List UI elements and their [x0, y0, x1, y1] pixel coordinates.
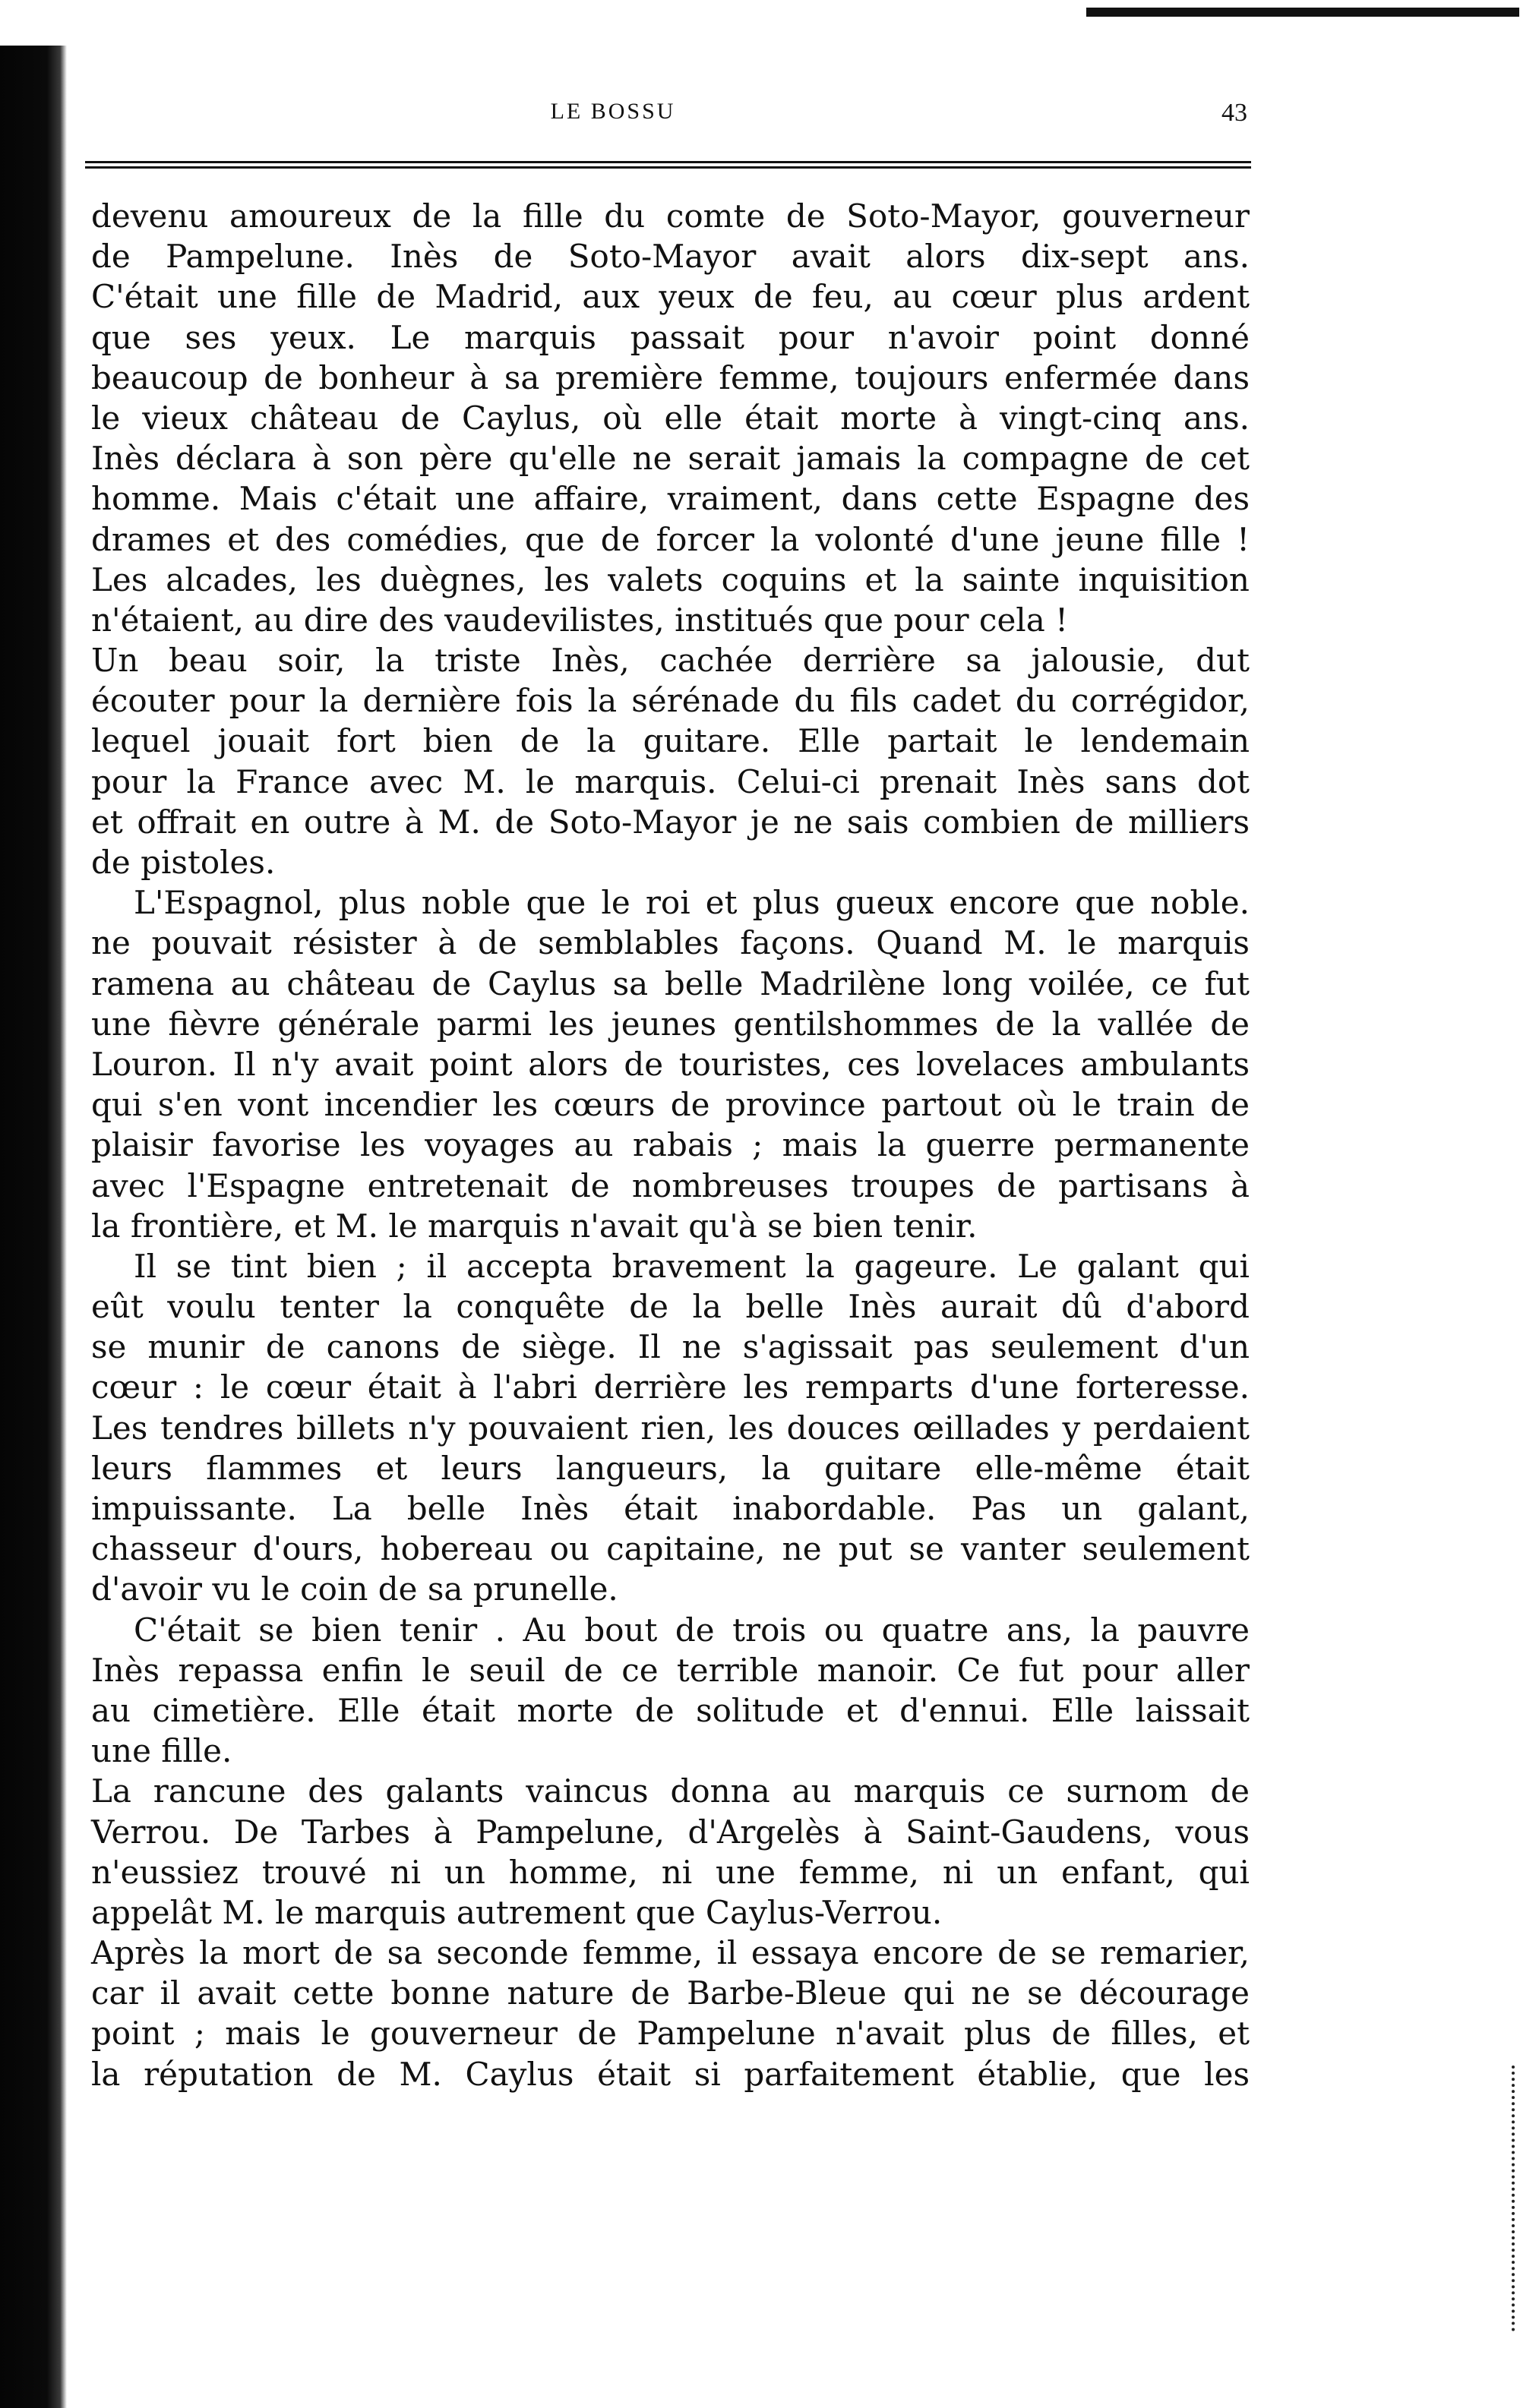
scan-left-edge	[0, 46, 67, 2408]
text-line: car il avait cette bonne nature de Barbe-Bleue qui ne se décourage	[91, 1974, 1250, 2012]
text-line: n'étaient, au dire des vaudevilistes, institués que pour cela !	[91, 601, 1069, 639]
text-line: Louron. Il n'y avait point alors de touristes, ces lovelaces ambulants	[91, 1045, 1250, 1083]
text-line: beaucoup de bonheur à sa première femme, toujours enfermée dans	[91, 358, 1250, 396]
scan-right-specks	[1512, 2066, 1525, 2331]
text-line: pour la France avec M. le marquis. Celui-ci prenait Inès sans dot	[91, 762, 1250, 800]
text-line: Inès repassa enfin le seuil de ce terrible manoir. Ce fut pour aller	[91, 1651, 1250, 1689]
text-line: de pistoles.	[91, 844, 276, 881]
text-line: une fièvre générale parmi les jeunes gentilshommes de la vallée de	[91, 1005, 1250, 1043]
text-line: L'Espagnol, plus noble que le roi et plus gueux encore que noble.	[134, 884, 1250, 922]
text-line: ne pouvait résister à de semblables façons. Quand M. le marquis	[91, 924, 1250, 962]
text-line: eût voulu tenter la conquête de la belle Inès aurait dû d'abord	[91, 1288, 1250, 1326]
text-line: et offrait en outre à M. de Soto-Mayor je ne sais combien de milliers	[91, 803, 1250, 841]
text-line: qui s'en vont incendier les cœurs de province partout où le train de	[91, 1086, 1250, 1124]
text-line: avec l'Espagne entretenait de nombreuses troupes de partisans à	[91, 1166, 1250, 1204]
text-line: n'eussiez trouvé ni un homme, ni une femme, ni un enfant, qui	[91, 1853, 1250, 1891]
text-line: Verrou. De Tarbes à Pampelune, d'Argelès à Saint-Gaudens, vous	[91, 1813, 1250, 1851]
text-line: écouter pour la dernière fois la sérénade du fils cadet du corrégidor,	[91, 682, 1250, 720]
text-line: plaisir favorise les voyages au rabais ; mais la guerre permanente	[91, 1126, 1250, 1164]
text-line: Il se tint bien ; il accepta bravement la gageure. Le galant qui	[134, 1247, 1250, 1285]
text-line: devenu amoureux de la fille du comte de Soto-Mayor, gouverneur	[91, 197, 1250, 235]
text-line: le vieux château de Caylus, où elle était morte à vingt-cinq ans.	[91, 399, 1250, 437]
text-line: impuissante. La belle Inès était inabordable. Pas un galant,	[91, 1490, 1250, 1527]
text-line: leurs flammes et leurs langueurs, la guitare elle-même était	[91, 1449, 1250, 1487]
text-line: Après la mort de sa seconde femme, il essaya encore de se remarier,	[91, 1934, 1250, 1972]
running-title: LE BOSSU	[550, 99, 676, 124]
text-line: au cimetière. Elle était morte de solitude et d'ennui. Elle laissait	[91, 1691, 1250, 1729]
text-line: drames et des comédies, que de forcer la volonté d'une jeune fille !	[91, 520, 1250, 558]
scan-top-rule	[1086, 8, 1519, 17]
text-line: C'était se bien tenir . Au bout de trois ou quatre ans, la pauvre	[134, 1611, 1250, 1649]
text-line: appelât M. le marquis autrement que Caylus-Verrou.	[91, 1893, 943, 1931]
text-line: La rancune des galants vaincus donna au marquis ce surnom de	[91, 1772, 1250, 1810]
text-line: cœur : le cœur était à l'abri derrière les remparts d'une forteresse.	[91, 1368, 1250, 1406]
text-line: Les tendres billets n'y pouvaient rien, les douces œillades y perdaient	[91, 1409, 1250, 1447]
text-line: C'était une fille de Madrid, aux yeux de feu, au cœur plus ardent	[91, 278, 1250, 316]
text-line: chasseur d'ours, hobereau ou capitaine, ne put se vanter seulement	[91, 1530, 1250, 1568]
page-number: 43	[1221, 99, 1247, 127]
text-line: Les alcades, les duègnes, les valets coquins et la sainte inquisition	[91, 560, 1250, 598]
text-line: de Pampelune. Inès de Soto-Mayor avait alors dix-sept ans.	[91, 238, 1250, 276]
text-line: point ; mais le gouverneur de Pampelune n'avait plus de filles, et	[91, 2015, 1250, 2053]
text-line: ramena au château de Caylus sa belle Madrilène long voilée, ce fut	[91, 964, 1250, 1002]
header-rule	[85, 161, 1251, 169]
text-line: la réputation de M. Caylus était si parfaitement établie, que les	[91, 2055, 1250, 2093]
text-line: Inès déclara à son père qu'elle ne serait jamais la compagne de cet	[91, 440, 1250, 478]
text-line: la frontière, et M. le marquis n'avait qu'à se bien tenir.	[91, 1207, 978, 1245]
text-line: homme. Mais c'était une affaire, vraiment, dans cette Espagne des	[91, 480, 1250, 518]
page-header	[85, 99, 1247, 144]
text-line: Un beau soir, la triste Inès, cachée derrière sa jalousie, dut	[91, 642, 1250, 680]
text-line: une fille.	[91, 1732, 232, 1770]
text-line: que ses yeux. Le marquis passait pour n'avoir point donné	[91, 318, 1250, 356]
text-line: lequel jouait fort bien de la guitare. Elle partait le lendemain	[91, 722, 1250, 760]
text-line: se munir de canons de siège. Il ne s'agissait pas seulement d'un	[91, 1328, 1250, 1366]
page-body-text	[91, 196, 1250, 2094]
text-line: d'avoir vu le coin de sa prunelle.	[91, 1570, 618, 1608]
